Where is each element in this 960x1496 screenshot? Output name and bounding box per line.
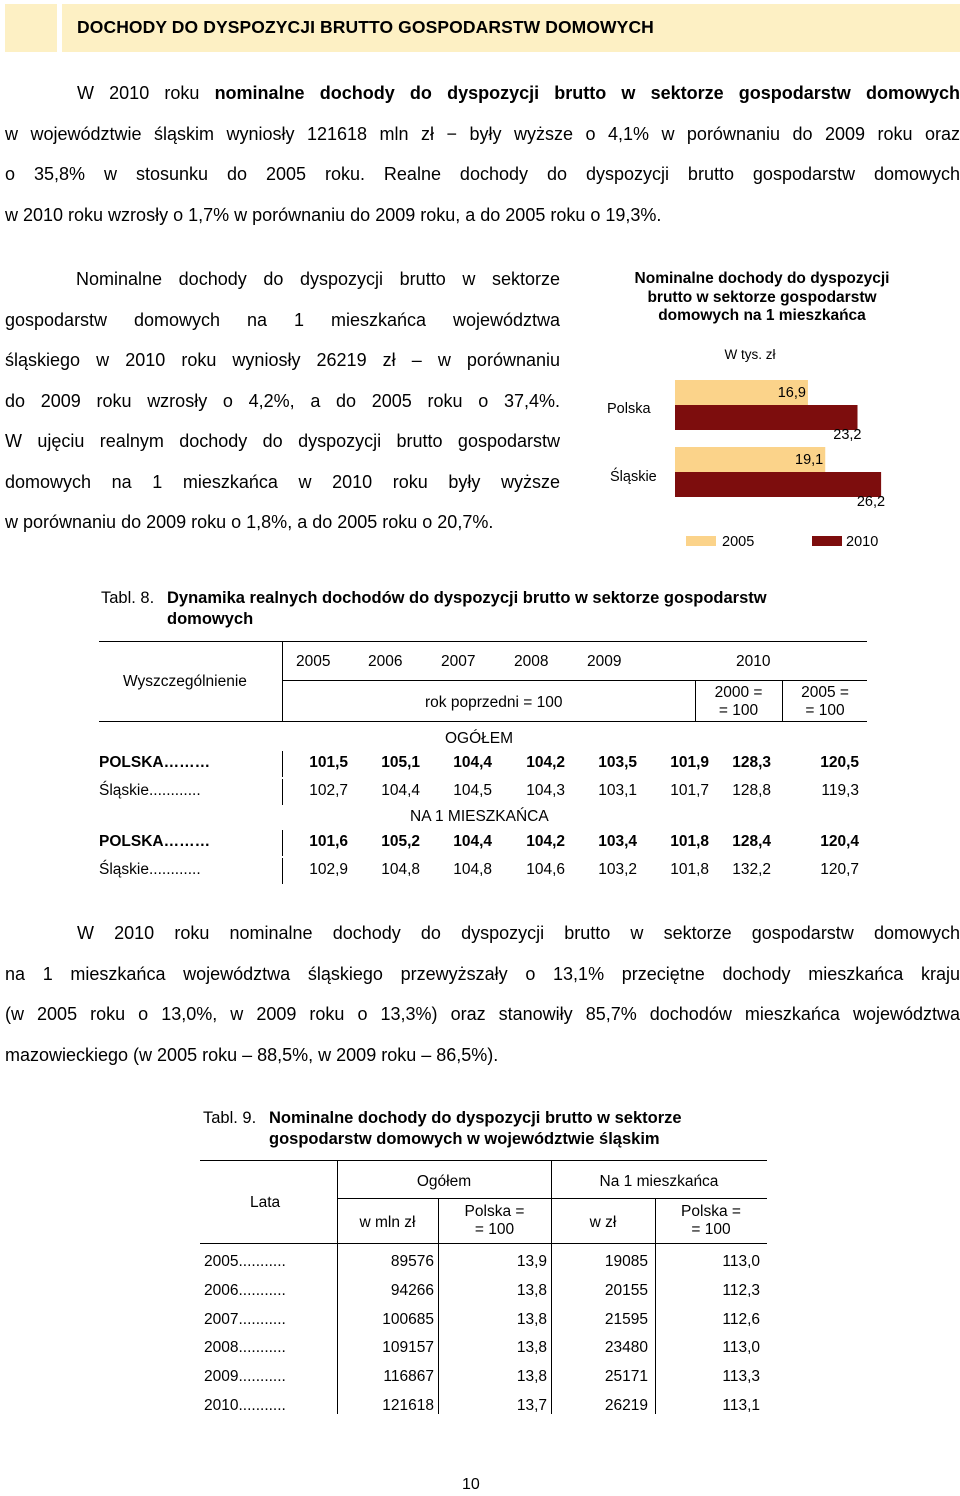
- table9-leader-dots: ...........: [238, 1368, 286, 1386]
- table8-cell: 104,5: [453, 782, 492, 799]
- table8-base-2005-b: = 100: [805, 702, 845, 719]
- table8-rule-top: [99, 641, 867, 642]
- table9-cell: 13,7: [516, 1397, 547, 1414]
- legend-label-2005: 2005: [722, 534, 755, 550]
- table8-base-2000-b: = 100: [718, 702, 759, 719]
- table9-year-value: 2009: [204, 1368, 239, 1386]
- table9-head-lata: Lata: [250, 1194, 281, 1211]
- cmp-line-1: W 2010 roku nominalne dochody do dyspozycji brutto w sektorze gospodarstw domowych: [77, 923, 960, 943]
- table8-cell: 101,5: [309, 754, 348, 771]
- table8-base-2000-a: 2000 =: [714, 684, 763, 701]
- table9-label: Tabl. 9.: [203, 1109, 257, 1127]
- table8-rule-mid: [282, 680, 867, 681]
- table9-cell: 109157: [382, 1339, 434, 1357]
- table9-row-year: [204, 1311, 286, 1329]
- table9-cell: 23480: [604, 1339, 648, 1357]
- table9-leader-dots: ...........: [238, 1310, 286, 1328]
- table8-cell: 101,6: [309, 833, 348, 850]
- intro-line-3: o 35,8% w stosunku do 2005 roku. Realne dochody do dyspozycji brutto gospodarstw domowych: [5, 164, 960, 184]
- table8-row-leader-dots: ………: [163, 833, 211, 850]
- table9-head-polska-100-2: [655, 1203, 767, 1239]
- table9-year-value: 2008: [204, 1339, 239, 1357]
- table8-rule-head-bottom: [99, 721, 867, 722]
- table8-title-line-1: Dynamika realnych dochodów do dyspozycji brutto w sektorze gospodarstw: [167, 589, 767, 607]
- table8-label: Tabl. 8.: [101, 589, 155, 607]
- intro-line-1-lead: W 2010 roku: [77, 83, 215, 103]
- table8-year-2007: 2007: [441, 653, 476, 670]
- table8-cell: 101,9: [670, 754, 709, 771]
- table8-row-name: POLSKA: [99, 833, 164, 850]
- table8-row-label: [99, 782, 201, 800]
- bar-2010-polska: [675, 405, 858, 430]
- per-capita-paragraph: [5, 259, 560, 543]
- chart-title: [612, 270, 912, 326]
- table8-year-2010: 2010: [736, 653, 771, 670]
- table8-rule-vertical: [282, 641, 283, 721]
- legend-label-2010: 2010: [846, 534, 879, 550]
- table9-leader-dots: ...........: [238, 1253, 286, 1270]
- table9-cell: 112,6: [722, 1310, 760, 1328]
- pc-line-3: śląskiego w 2010 roku wyniosły 26219 zł – w porównaniu: [5, 350, 560, 370]
- table8-cell: 128,3: [732, 754, 771, 771]
- table9-cell: 13,8: [516, 1281, 547, 1299]
- comparison-paragraph: [5, 913, 960, 1075]
- intro-paragraph: [5, 73, 960, 235]
- table8-base-2000: [695, 684, 782, 720]
- table8-section-per-capita: NA 1 MIESZKAŃCA: [410, 808, 549, 825]
- pc-line-2: gospodarstw domowych na 1 mieszkańca województwa: [5, 309, 560, 330]
- page-title: DOCHODY DO DYSPOZYCJI BRUTTO GOSPODARSTW DOMOWYCH: [77, 17, 654, 37]
- cmp-line-4: mazowieckiego (w 2005 roku – 88,5%, w 2009 roku – 86,5%).: [5, 1044, 499, 1065]
- table9-head-polska-100: [438, 1203, 551, 1239]
- table8-row-name: Śląskie: [99, 782, 149, 799]
- table8-cell: 102,7: [309, 782, 348, 799]
- table8-cell: 103,5: [598, 754, 637, 771]
- table8-section-ogolem: OGÓŁEM: [445, 730, 514, 747]
- pc-line-7: w porównaniu do 2009 roku o 1,8%, a do 2005 roku o 20,7%.: [5, 512, 494, 532]
- table9-head-polska-100-2-b: = 100: [691, 1221, 731, 1238]
- table9: [200, 1160, 767, 1420]
- table8-cell: 101,8: [670, 861, 709, 878]
- table8-row-label: [99, 861, 201, 879]
- table9-row-year: [204, 1282, 286, 1300]
- table8-cell: 104,8: [381, 861, 420, 878]
- table9-cell: 113,1: [722, 1397, 760, 1414]
- table9-cell: 25171: [604, 1368, 648, 1386]
- table8-title-line-2: domowych: [167, 610, 254, 628]
- table9-rule-top: [200, 1160, 767, 1161]
- table8-year-2009: 2009: [587, 653, 622, 670]
- table9-head-per-capita: Na 1 mieszkańca: [599, 1173, 719, 1190]
- table8-cell: 128,4: [732, 833, 771, 850]
- table8-cell: 103,4: [598, 833, 637, 850]
- table9-head-ogolem: Ogółem: [416, 1173, 472, 1190]
- table8-cell: 104,2: [526, 833, 565, 850]
- table8-cell: 101,7: [670, 782, 709, 799]
- intro-line-2: w województwie śląskim wyniosły 121618 mln zł − były wyższe o 4,1% w porównaniu do 2009 roku oraz: [5, 123, 960, 144]
- table9-head-zl: w zł: [589, 1214, 617, 1231]
- table9-cell: 112,3: [722, 1281, 760, 1299]
- table9-cell: 116867: [383, 1368, 434, 1386]
- legend-swatch-2010: [812, 536, 842, 546]
- table8-cell: 105,1: [381, 754, 420, 771]
- pc-line-5: W ujęciu realnym dochody do dyspozycji brutto gospodarstw: [5, 431, 560, 451]
- table9-cell: 26219: [604, 1397, 648, 1414]
- table8-cell: 105,2: [381, 833, 420, 850]
- table8-cell: 103,1: [598, 782, 637, 799]
- bar-data-label: 16,9: [777, 385, 806, 401]
- table8-base-prev: rok poprzedni = 100: [425, 694, 563, 711]
- table9-year-value: 2006: [204, 1281, 239, 1299]
- table8-cell: 102,9: [309, 861, 348, 878]
- table8-cell: 103,2: [598, 861, 637, 878]
- table8-title: [167, 588, 767, 630]
- table9-title-line-1: Nominalne dochody do dyspozycji brutto w sektorze: [269, 1109, 682, 1127]
- table9-row-year: [204, 1368, 286, 1386]
- table8-year-2005: 2005: [296, 653, 331, 670]
- table9-cell: 113,0: [722, 1339, 760, 1357]
- table9-cell: 13,8: [516, 1339, 547, 1357]
- table9-leader-dots: ...........: [238, 1339, 286, 1357]
- intro-line-1: [5, 73, 960, 114]
- table9-cell: 100685: [382, 1310, 434, 1328]
- table8-cell: 120,4: [820, 833, 859, 850]
- table8-row-label: [99, 833, 210, 851]
- table8-row-leader-dots: ............: [148, 861, 201, 878]
- table9-cell: 13,9: [516, 1253, 547, 1270]
- chart-title-line-2: brutto w sektorze gospodarstw: [647, 288, 877, 306]
- table9-cell: 19085: [604, 1253, 648, 1270]
- table8-cell: 104,4: [453, 754, 492, 771]
- table9-cell: 89576: [390, 1253, 434, 1270]
- table8-cell: 104,4: [453, 833, 492, 850]
- table9-cell: 13,8: [516, 1310, 547, 1328]
- table8-cell: 132,2: [732, 861, 771, 878]
- cmp-line-3: (w 2005 roku o 13,0%, w 2009 roku o 13,3%) oraz stanowiły 85,7% dochodów mieszkańca województwa: [5, 1004, 960, 1024]
- table9-row-year: [204, 1253, 286, 1271]
- table8-head-spec: Wyszczególnienie: [123, 673, 247, 690]
- table8-cell: 119,3: [821, 782, 859, 799]
- table9-cell: 94266: [390, 1281, 434, 1299]
- pc-line-1: Nominalne dochody do dyspozycji brutto w sektorze: [76, 269, 560, 289]
- table8-cell: 120,5: [820, 754, 859, 771]
- table9-cell: 121618: [382, 1397, 434, 1414]
- table8-year-2006: 2006: [368, 653, 403, 670]
- table8-row-leader-dots: ............: [148, 782, 201, 799]
- intro-line-1-bold: nominalne dochody do dyspozycji brutto w sektorze gospodarstw domowych: [214, 83, 960, 103]
- table8-row-name: Śląskie: [99, 861, 149, 878]
- bar-data-label: 26,2: [856, 494, 886, 510]
- category-label-slaskie: Śląskie: [610, 469, 657, 485]
- table8-cell: 104,4: [381, 782, 420, 799]
- table9-head-polska-100-b: = 100: [474, 1221, 515, 1238]
- bar-2010-slaskie: [675, 472, 881, 497]
- table8-row-name: POLSKA: [99, 754, 164, 771]
- table9-rule-mid: [337, 1198, 767, 1199]
- bar-data-label: 23,2: [833, 427, 862, 443]
- table9-row-year: [204, 1397, 286, 1415]
- table8: [99, 641, 867, 881]
- chart-title-line-3: domowych na 1 mieszkańca: [658, 307, 866, 324]
- table8-year-2008: 2008: [514, 653, 549, 670]
- table9-cell: 20155: [604, 1281, 648, 1299]
- intro-line-4: w 2010 roku wzrosły o 1,7% w porównaniu do 2009 roku, a do 2005 roku o 19,3%.: [5, 204, 662, 225]
- table8-cell: 104,2: [526, 754, 565, 771]
- table8-cell: 128,8: [732, 782, 771, 799]
- table8-row-label: [99, 754, 210, 772]
- bar-data-label: 19,1: [795, 452, 824, 468]
- table8-base-2005: [783, 684, 867, 720]
- table9-cell: 21595: [604, 1310, 648, 1328]
- table8-cell: 104,8: [453, 861, 492, 878]
- table9-head-mln: w mln zł: [359, 1214, 416, 1231]
- table8-cell: 104,6: [526, 861, 565, 878]
- table8-row-leader-dots: ………: [163, 754, 211, 771]
- page-number: 10: [462, 1476, 480, 1493]
- bar-chart-plot: [675, 380, 935, 510]
- pc-line-4: do 2009 roku wzrosły o 4,2%, a do 2005 roku o 37,4%.: [5, 390, 560, 411]
- table9-cell: 113,0: [722, 1253, 760, 1270]
- table9-title-line-2: gospodarstw domowych w województwie śląskim: [269, 1130, 660, 1148]
- chart-unit-label: W tys. zł: [724, 347, 776, 362]
- table8-cell: 101,8: [670, 833, 709, 850]
- table9-rule-head-bottom: [200, 1243, 767, 1244]
- table9-title: [269, 1108, 682, 1150]
- chart-title-line-1: Nominalne dochody do dyspozycji: [634, 270, 890, 287]
- table9-head-polska-100-2-a: Polska =: [681, 1203, 741, 1220]
- table9-row-year: [204, 1339, 286, 1357]
- pc-line-6: domowych na 1 mieszkańca w 2010 roku były wyższe: [5, 471, 560, 492]
- table8-cell: 104,3: [526, 782, 565, 799]
- legend-swatch-2005: [686, 536, 716, 546]
- table9-leader-dots: ...........: [238, 1281, 286, 1299]
- table9-year-value: 2010: [204, 1397, 239, 1414]
- table9-cell: 113,3: [722, 1368, 760, 1386]
- table9-leader-dots: ...........: [238, 1397, 286, 1414]
- table8-base-2005-a: 2005 =: [801, 684, 849, 701]
- table9-head-polska-100-a: Polska =: [464, 1203, 525, 1220]
- header-decor-square: [5, 4, 57, 52]
- table9-year-value: 2007: [204, 1310, 239, 1328]
- category-label-polska: Polska: [607, 401, 651, 417]
- cmp-line-2: na 1 mieszkańca województwa śląskiego przewyższały o 13,1% przeciętne dochody mieszkańca kraju: [5, 963, 960, 984]
- table9-year-value: 2005: [204, 1253, 239, 1270]
- table9-cell: 13,8: [516, 1368, 547, 1386]
- table8-cell: 120,7: [820, 861, 859, 878]
